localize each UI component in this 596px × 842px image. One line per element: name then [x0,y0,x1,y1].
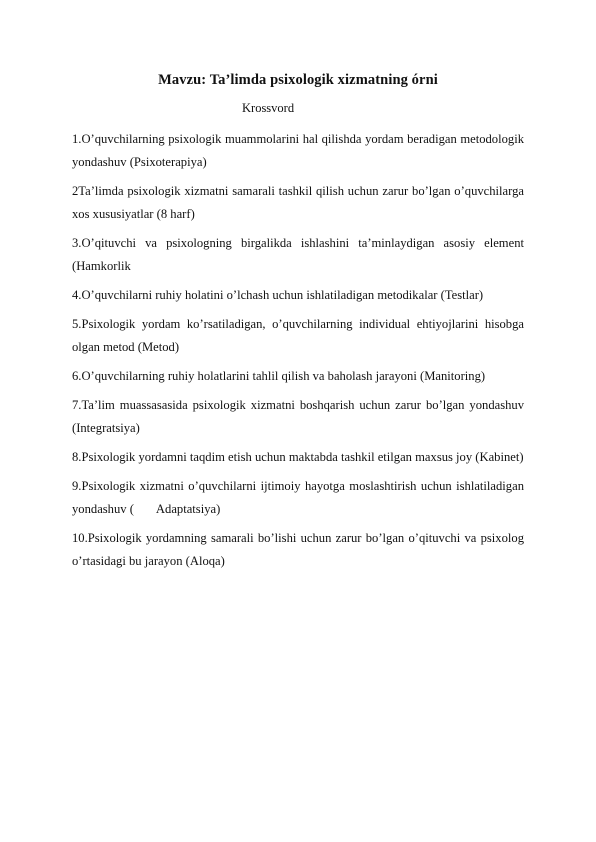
clue-item-9-text: 9.Psixologik xizmatni o’quvchilarni ijtimoiy hayotga moslashtirish uchun ishlatiladigan yondashuv ( [72,479,524,516]
page-subtitle: Krossvord [242,101,295,115]
clue-item-6: 6.O’quvchilarning ruhiy holatlarini tahlil qilish va baholash jarayoni (Manitoring) [72,369,486,383]
clue-item-8: 8.Psixologik yordamni taqdim etish uchun maktabda tashkil etilgan maxsus joy (Kabinet) [72,450,524,464]
page-title: Mavzu: Ta’limda psixologik xizmatning órni [158,72,438,88]
clue-item-7: 7.Ta’lim muassasasida psixologik xizmatni boshqarish uchun zarur bo’lgan yondashuv (Integratsiya) [72,398,524,435]
clue-item-1: 1.O’quvchilarning psixologik muammolarini hal qilishda yordam beradigan metodologik yondashuv (Psixoterapiya) [72,132,524,169]
clue-item-9 [72,475,524,521]
clue-item-9-answer: Adaptatsiya) [155,502,221,516]
clue-item-5: 5.Psixologik yordam ko’rsatiladigan, o’quvchilarning individual ehtiyojlarini hisobga olgan metod (Metod) [72,317,524,354]
crossword-clue-list [72,128,524,579]
clue-item-10: 10.Psixologik yordamning samarali bo’lishi uchun zarur bo’lgan o’qituvchi va psixolog o’rtasidagi bu jarayon (Aloqa) [72,531,524,568]
clue-item-2: 2Ta’limda psixologik xizmatni samarali tashkil qilish uchun zarur bo’lgan o’quvchilarga xos xususiyatlar (8 harf) [72,184,524,221]
clue-item-4: 4.O’quvchilarni ruhiy holatini o’lchash uchun ishlatiladigan metodikalar (Testlar) [72,288,484,302]
clue-item-3: 3.O’qituvchi va psixologning birgalikda ishlashini ta’minlaydigan asosiy element (Hamkorlik [72,236,524,273]
